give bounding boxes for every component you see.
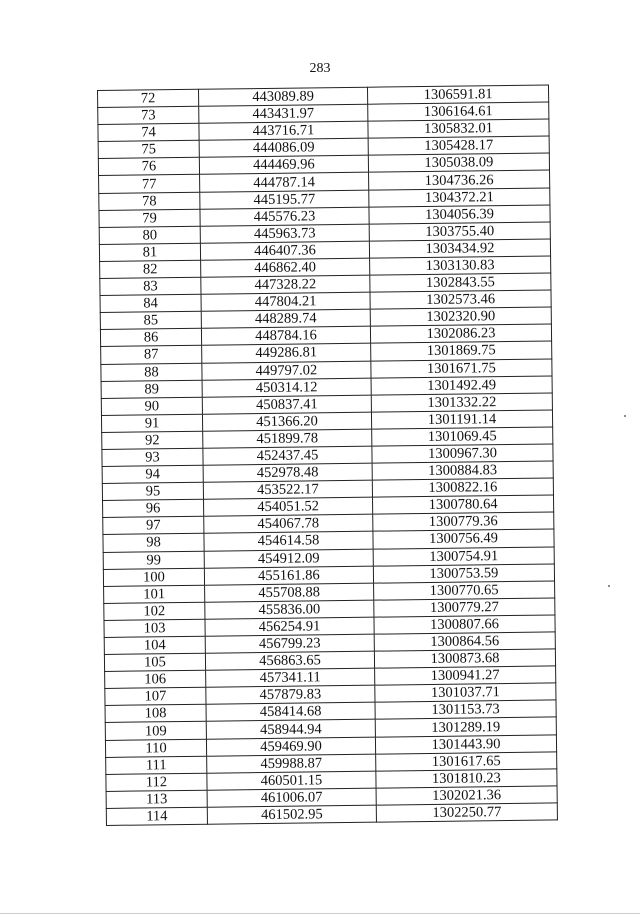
x-coordinate-cell: 457879.83 (206, 685, 375, 704)
y-coordinate-cell: 1300807.66 (374, 615, 555, 634)
row-number-cell: 77 (99, 175, 200, 193)
row-number-cell: 89 (101, 380, 202, 398)
row-number-cell: 73 (98, 106, 199, 124)
row-number-cell: 85 (100, 311, 201, 329)
x-coordinate-cell: 455161.86 (204, 566, 373, 585)
scan-speck (624, 415, 626, 417)
x-coordinate-cell: 459469.90 (206, 737, 375, 756)
x-coordinate-cell: 461006.07 (207, 788, 376, 807)
x-coordinate-cell: 445576.23 (200, 207, 369, 226)
y-coordinate-cell: 1302021.36 (376, 786, 557, 805)
x-coordinate-cell: 449286.81 (202, 344, 371, 363)
row-number-cell: 74 (98, 123, 199, 141)
y-coordinate-cell: 1300756.49 (373, 529, 554, 548)
x-coordinate-cell: 456254.91 (205, 617, 374, 636)
y-coordinate-cell: 1301869.75 (371, 341, 552, 360)
y-coordinate-cell: 1303434.92 (369, 239, 550, 258)
y-coordinate-cell: 1300884.83 (372, 461, 553, 480)
x-coordinate-cell: 454912.09 (204, 549, 373, 568)
x-coordinate-cell: 445195.77 (200, 190, 369, 209)
row-number-cell: 113 (106, 790, 207, 808)
y-coordinate-cell: 1300754.91 (373, 546, 554, 565)
x-coordinate-cell: 454051.52 (204, 497, 373, 516)
row-number-cell: 87 (101, 346, 202, 364)
x-coordinate-cell: 454614.58 (204, 532, 373, 551)
row-number-cell: 82 (100, 260, 201, 278)
coordinates-table-container (97, 84, 558, 825)
y-coordinate-cell: 1300780.64 (372, 495, 553, 514)
y-coordinate-cell: 1300779.27 (374, 598, 555, 617)
x-coordinate-cell: 444469.96 (199, 156, 368, 175)
y-coordinate-cell: 1306591.81 (367, 85, 548, 104)
y-coordinate-cell: 1303755.40 (369, 222, 550, 241)
row-number-cell: 102 (104, 602, 205, 620)
coordinates-table-body (98, 85, 558, 825)
row-number-cell: 93 (102, 448, 203, 466)
row-number-cell: 109 (105, 722, 206, 740)
y-coordinate-cell: 1301617.65 (376, 752, 557, 771)
x-coordinate-cell: 456799.23 (205, 634, 374, 653)
x-coordinate-cell: 445963.73 (200, 224, 369, 243)
row-number-cell: 83 (100, 277, 201, 295)
row-number-cell: 105 (104, 653, 205, 671)
x-coordinate-cell: 450314.12 (202, 378, 371, 397)
x-coordinate-cell: 447328.22 (201, 275, 370, 294)
row-number-cell: 111 (106, 756, 207, 774)
y-coordinate-cell: 1303130.83 (370, 256, 551, 275)
row-number-cell: 110 (105, 739, 206, 757)
x-coordinate-cell: 459988.87 (207, 754, 376, 773)
y-coordinate-cell: 1304372.21 (369, 188, 550, 207)
y-coordinate-cell: 1301332.22 (371, 393, 552, 412)
y-coordinate-cell: 1304736.26 (369, 170, 550, 189)
row-number-cell: 108 (105, 705, 206, 723)
row-number-cell: 104 (104, 636, 205, 654)
scan-edge-line (0, 913, 640, 914)
y-coordinate-cell: 1306164.61 (368, 102, 549, 121)
x-coordinate-cell: 443716.71 (199, 121, 368, 140)
x-coordinate-cell: 446407.36 (200, 241, 369, 260)
x-coordinate-cell: 446862.40 (201, 258, 370, 277)
y-coordinate-cell: 1304056.39 (369, 205, 550, 224)
y-coordinate-cell: 1302086.23 (370, 324, 551, 343)
y-coordinate-cell: 1301492.49 (371, 376, 552, 395)
row-number-cell: 106 (105, 670, 206, 688)
row-number-cell: 112 (106, 773, 207, 791)
x-coordinate-cell: 453522.17 (203, 480, 372, 499)
x-coordinate-cell: 458414.68 (206, 703, 375, 722)
y-coordinate-cell: 1301289.19 (375, 717, 556, 736)
y-coordinate-cell: 1302843.55 (370, 273, 551, 292)
x-coordinate-cell: 451366.20 (202, 412, 371, 431)
row-number-cell: 90 (101, 397, 202, 415)
row-number-cell: 84 (100, 294, 201, 312)
x-coordinate-cell: 451899.78 (203, 429, 372, 448)
coordinates-table (97, 84, 558, 825)
row-number-cell: 114 (106, 807, 207, 825)
row-number-cell: 107 (105, 687, 206, 705)
x-coordinate-cell: 444787.14 (200, 173, 369, 192)
y-coordinate-cell: 1300873.68 (374, 649, 555, 668)
row-number-cell: 103 (104, 619, 205, 637)
row-number-cell: 91 (101, 414, 202, 432)
x-coordinate-cell: 452437.45 (203, 446, 372, 465)
x-coordinate-cell: 443431.97 (199, 104, 368, 123)
row-number-cell: 81 (99, 243, 200, 261)
y-coordinate-cell: 1301443.90 (375, 734, 556, 753)
y-coordinate-cell: 1300941.27 (375, 666, 556, 685)
x-coordinate-cell: 448784.16 (201, 326, 370, 345)
row-number-cell: 98 (103, 534, 204, 552)
x-coordinate-cell: 452978.48 (203, 463, 372, 482)
x-coordinate-cell: 443089.89 (198, 87, 367, 106)
y-coordinate-cell: 1300822.16 (372, 478, 553, 497)
x-coordinate-cell: 457341.11 (206, 668, 375, 687)
x-coordinate-cell: 461502.95 (207, 805, 376, 824)
y-coordinate-cell: 1305832.01 (368, 119, 549, 138)
x-coordinate-cell: 458944.94 (206, 720, 375, 739)
row-number-cell: 97 (103, 517, 204, 535)
x-coordinate-cell: 455708.88 (205, 583, 374, 602)
row-number-cell: 88 (101, 363, 202, 381)
row-number-cell: 99 (103, 551, 204, 569)
row-number-cell: 95 (102, 482, 203, 500)
y-coordinate-cell: 1300753.59 (373, 564, 554, 583)
y-coordinate-cell: 1302250.77 (376, 803, 557, 822)
y-coordinate-cell: 1301037.71 (375, 683, 556, 702)
y-coordinate-cell: 1305038.09 (368, 153, 549, 172)
x-coordinate-cell: 444086.09 (199, 138, 368, 157)
row-number-cell: 78 (99, 192, 200, 210)
x-coordinate-cell: 450837.41 (202, 395, 371, 414)
y-coordinate-cell: 1305428.17 (368, 136, 549, 155)
row-number-cell: 76 (98, 158, 199, 176)
y-coordinate-cell: 1300967.30 (372, 444, 553, 463)
y-coordinate-cell: 1301810.23 (376, 769, 557, 788)
x-coordinate-cell: 455836.00 (205, 600, 374, 619)
y-coordinate-cell: 1301153.73 (375, 700, 556, 719)
row-number-cell: 75 (98, 141, 199, 159)
y-coordinate-cell: 1302320.90 (370, 307, 551, 326)
x-coordinate-cell: 447804.21 (201, 292, 370, 311)
y-coordinate-cell: 1300770.65 (374, 581, 555, 600)
row-number-cell: 79 (99, 209, 200, 227)
x-coordinate-cell: 456863.65 (205, 651, 374, 670)
row-number-cell: 101 (104, 585, 205, 603)
row-number-cell: 72 (98, 89, 199, 107)
y-coordinate-cell: 1300779.36 (373, 512, 554, 531)
scan-speck (608, 585, 610, 587)
x-coordinate-cell: 449797.02 (202, 361, 371, 380)
row-number-cell: 96 (103, 499, 204, 517)
y-coordinate-cell: 1301671.75 (371, 358, 552, 377)
x-coordinate-cell: 460501.15 (207, 771, 376, 790)
row-number-cell: 92 (102, 431, 203, 449)
y-coordinate-cell: 1302573.46 (370, 290, 551, 309)
page-number: 283 (309, 61, 331, 76)
y-coordinate-cell: 1301191.14 (371, 410, 552, 429)
row-number-cell: 86 (100, 329, 201, 347)
row-number-cell: 80 (99, 226, 200, 244)
x-coordinate-cell: 448289.74 (201, 309, 370, 328)
row-number-cell: 94 (102, 465, 203, 483)
row-number-cell: 100 (103, 568, 204, 586)
y-coordinate-cell: 1300864.56 (374, 632, 555, 651)
y-coordinate-cell: 1301069.45 (372, 427, 553, 446)
x-coordinate-cell: 454067.78 (204, 515, 373, 534)
